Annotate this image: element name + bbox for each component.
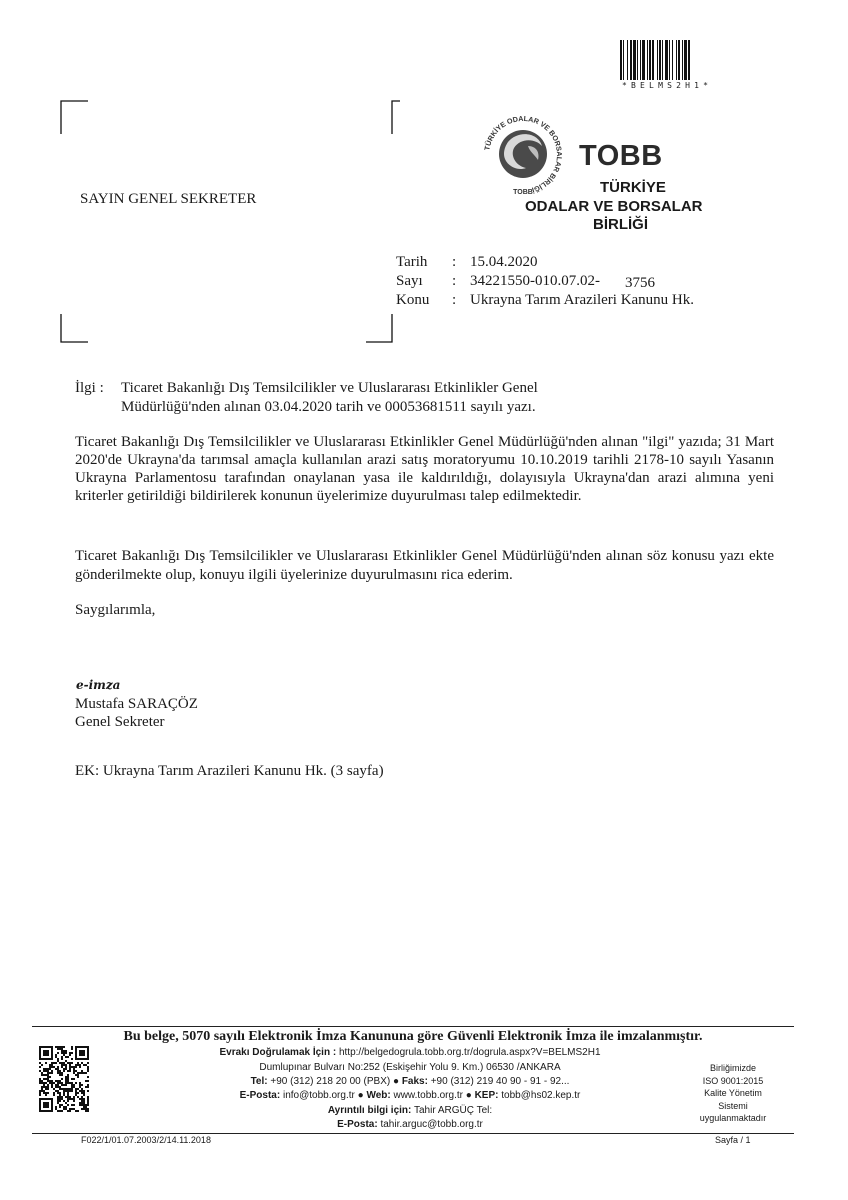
fax-label: Faks: bbox=[401, 1076, 428, 1087]
footer-detail-line bbox=[150, 1105, 670, 1116]
page-number: Sayfa / 1 bbox=[715, 1135, 751, 1145]
recipient: SAYIN GENEL SEKRETER bbox=[80, 191, 257, 207]
quality-notice: Birliğimizde ISO 9001:2015 Kalite Yönetim Sistemi uygulanmaktadır bbox=[699, 1063, 767, 1123]
subject-label: Konu bbox=[396, 292, 430, 308]
verify-url: http://belgedogrula.tobb.org.tr/dogrula.aspx?V=BELMS2H1 bbox=[338, 1047, 601, 1058]
verify-label: Evrakı Doğrulamak İçin : bbox=[219, 1047, 337, 1058]
address-window-corners bbox=[60, 100, 400, 345]
email-value[interactable]: info@tobb.org.tr bbox=[282, 1090, 355, 1101]
footer-top-rule bbox=[32, 1026, 794, 1027]
subject-colon: : bbox=[452, 292, 457, 308]
bullet: ● bbox=[392, 1076, 400, 1087]
number-suffix: 3756 bbox=[625, 275, 655, 291]
barcode-bar bbox=[690, 40, 691, 80]
signer-name: Mustafa SARAÇÖZ bbox=[75, 696, 198, 712]
detail-label: Ayrıntılı bilgi için: bbox=[327, 1105, 412, 1116]
subject-value: Ukrayna Tarım Arazileri Kanunu Hk. bbox=[470, 292, 695, 308]
kep-value[interactable]: tobb@hs02.kep.tr bbox=[501, 1090, 581, 1101]
logo-ring-text: TÜRKİYE ODALAR VE BORSALAR BİRLİĞİ bbox=[482, 113, 565, 195]
footer-phone-line bbox=[150, 1076, 670, 1087]
web-label: Web: bbox=[366, 1090, 391, 1101]
verification-qr-code bbox=[39, 1046, 89, 1112]
reference-line-1: Ticaret Bakanlığı Dış Temsilcilikler ve Uluslararası Etkinlikler Genel bbox=[121, 380, 538, 396]
number-value: 34221550-010.07.02- bbox=[470, 273, 600, 289]
footer-contact-line bbox=[150, 1090, 670, 1101]
detail-email-label: E-Posta: bbox=[337, 1119, 378, 1130]
date-label: Tarih bbox=[396, 254, 428, 270]
email-label: E-Posta: bbox=[239, 1090, 281, 1101]
date-value: 15.04.2020 bbox=[470, 254, 538, 270]
bullet: ● bbox=[357, 1090, 364, 1101]
e-signature-mark: e-imza bbox=[76, 678, 121, 692]
logo-line-3: BİRLİĞİ bbox=[593, 216, 648, 233]
barcode-text: *BELMS2H1* bbox=[622, 81, 713, 90]
closing: Saygılarımla, bbox=[75, 602, 156, 618]
detail-email-value[interactable]: tahir.arguc@tobb.org.tr bbox=[380, 1119, 483, 1130]
tel-value: +90 (312) 218 20 00 (PBX) bbox=[270, 1076, 391, 1087]
fax-value: +90 (312) 219 40 90 - 91 - 92... bbox=[430, 1076, 570, 1087]
date-colon: : bbox=[452, 254, 457, 270]
logo-title: TOBB bbox=[579, 140, 663, 172]
footer-bottom-rule bbox=[32, 1133, 794, 1134]
body-paragraph-2: Ticaret Bakanlığı Dış Temsilcilikler ve Uluslararası Etkinlikler Genel Müdürlüğü'nden alınan söz konusu yazı ekte gönderilmekte olup, konuyu ilgili üyelerinize duyurulmasını rica ederim. bbox=[75, 548, 774, 583]
tel-label: Tel: bbox=[250, 1076, 268, 1087]
detail-value: Tahir ARGÜÇ Tel: bbox=[413, 1105, 493, 1116]
body-paragraph-1: Ticaret Bakanlığı Dış Temsilcilikler ve Uluslararası Etkinlikler Genel Müdürlüğü'nden alınan "ilgi" yazıda; 31 Mart 2020'de Ukrayna'da tarımsal amaçla kullanılan arazi satış moratoryumu 10.10.2019 tarihli 2178-10 sayılı Yasanın Ukrayna Parlamentosu tarafından onaylanan yasa ile kaldırıldığı, dolayısıyla Ukrayna'dan arazi alımına yeni kriterler getirildiği bildirilerek konunun üyelerimize duyurulması talep edilmektedir. bbox=[75, 434, 774, 504]
kep-label: KEP: bbox=[474, 1090, 499, 1101]
tobb-logo-emblem bbox=[480, 112, 566, 198]
logo-line-2: ODALAR VE BORSALAR bbox=[525, 198, 703, 215]
logo-line-1: TÜRKİYE bbox=[600, 179, 666, 196]
web-value[interactable]: www.tobb.org.tr bbox=[393, 1090, 463, 1101]
form-code: F022/1/01.07.2003/2/14.11.2018 bbox=[81, 1135, 211, 1145]
document-barcode bbox=[620, 40, 738, 80]
number-label: Sayı bbox=[396, 273, 423, 289]
attachment-note: EK: Ukrayna Tarım Arazileri Kanunu Hk. (3 sayfa) bbox=[75, 763, 384, 779]
footer-notice: Bu belge, 5070 sayılı Elektronik İmza Kanununa göre Güvenli Elektronik İmza ile imzalanmıştır. bbox=[123, 1029, 703, 1044]
signer-title: Genel Sekreter bbox=[75, 714, 165, 730]
footer-verify-line bbox=[150, 1047, 670, 1058]
reference-line-2: Müdürlüğü'nden alınan 03.04.2020 tarih ve 00053681511 sayılı yazı. bbox=[121, 399, 536, 415]
footer-detail-email bbox=[150, 1119, 670, 1130]
reference-label: İlgi : bbox=[75, 380, 104, 396]
number-colon: : bbox=[452, 273, 457, 289]
footer-address: Dumlupınar Bulvarı No:252 (Eskişehir Yolu 9. Km.) 06530 /ANKARA bbox=[259, 1062, 561, 1073]
bullet: ● bbox=[465, 1090, 472, 1101]
logo-ring-bottom: TOBB bbox=[513, 189, 533, 196]
